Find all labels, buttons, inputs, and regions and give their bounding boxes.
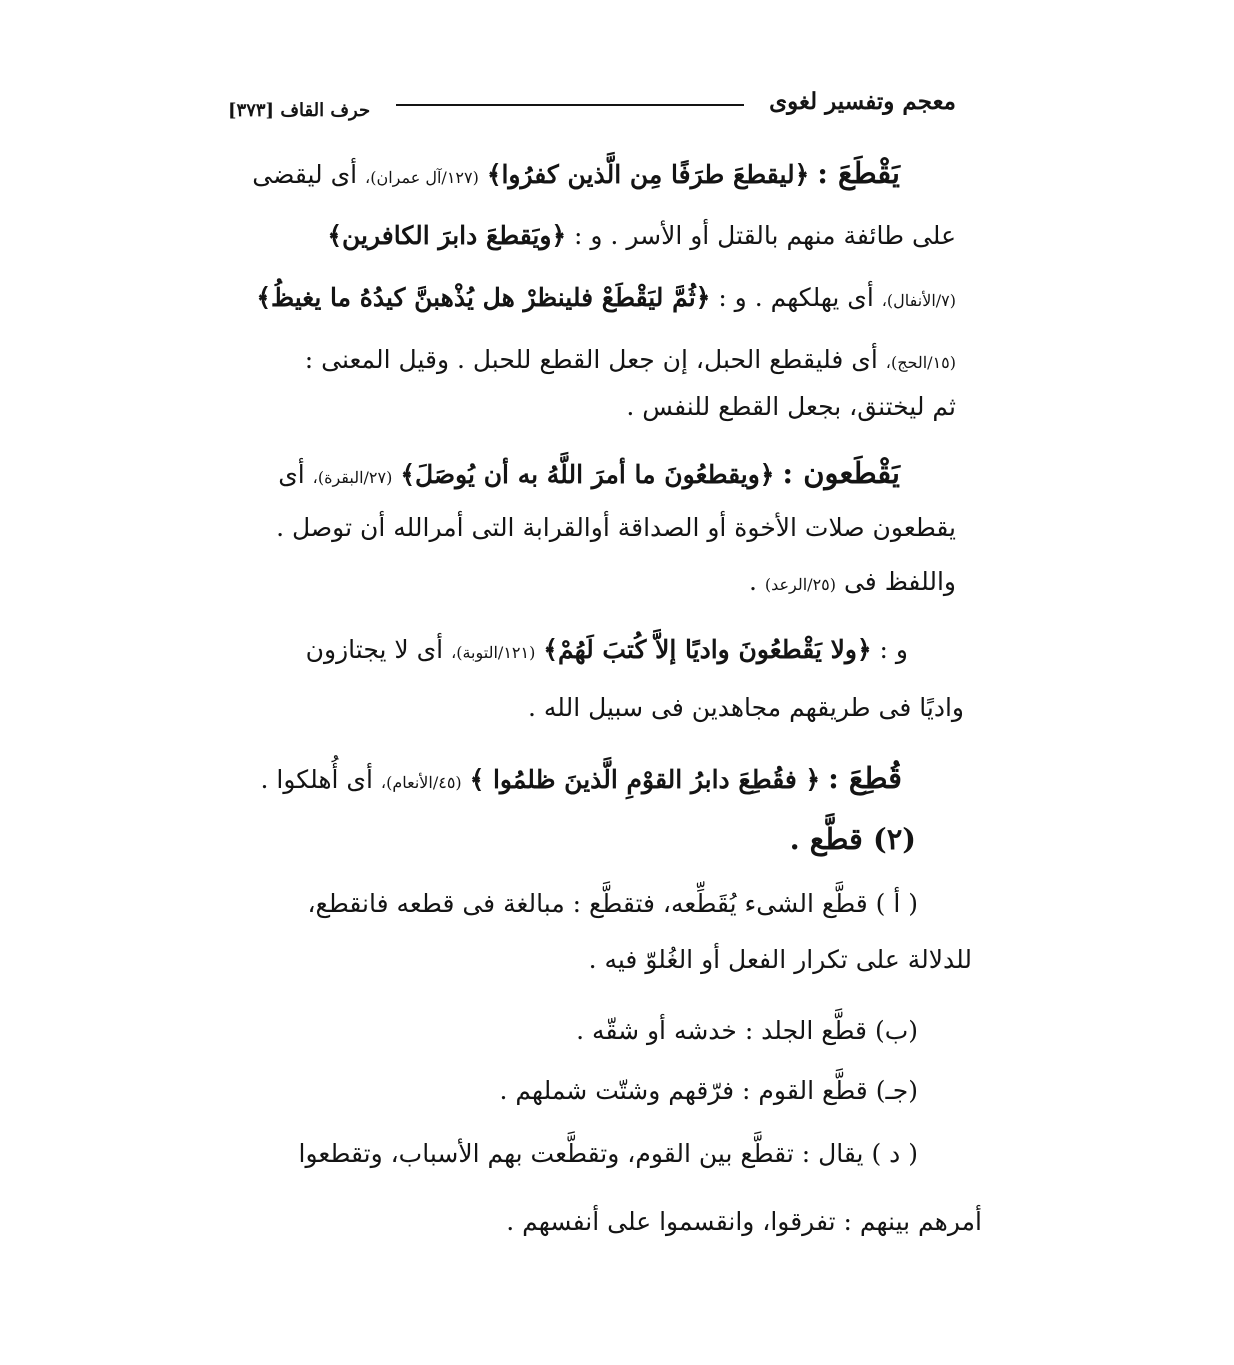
entry-line <box>749 564 956 603</box>
item-marker: (جـ) <box>875 1076 918 1105</box>
quran-verse: ﴿ويَقطعَ دابرَ الكافرين﴾ <box>327 221 567 250</box>
entry-line <box>299 1136 918 1172</box>
entry-text: للدلالة على تكرار الفعل أو الغُلوّ فيه . <box>588 945 972 974</box>
entry-line <box>307 886 918 922</box>
entry-line <box>506 1204 982 1240</box>
entry-text-tail: أى لا يجتازون <box>305 635 444 664</box>
header-rule <box>396 104 744 106</box>
quran-verse: ﴿ويقطعُونَ ما أمرَ اللَّهُ به أن يُوصَلَ﴾ <box>400 460 775 489</box>
entry-text: و : <box>879 635 908 664</box>
entry-text: قطَّع الشىء يُقَطِّعه، فتقطَّع : مبالغة فى قطعه فانقطع، <box>307 889 868 918</box>
headword: يَقْطَعون : <box>782 456 900 490</box>
headword: يَقْطَعَ : <box>817 156 900 190</box>
entry-text: يقطعون صلات الأخوة أو الصداقة أوالقرابة التى أمرالله أن توصل . <box>276 513 956 542</box>
entry-line <box>261 760 902 801</box>
entry-line <box>306 632 908 671</box>
entry-text: أى فليقطع الحبل، إن جعل القطع للحبل . وقيل المعنى : <box>304 345 878 374</box>
verse-reference: (٢٥/الرعد) <box>764 575 837 594</box>
entry-text: يقال : تقطَّع بين القوم، وتقطَّعت بهم الأسباب، وتقطعوا <box>298 1139 864 1168</box>
entry-text-tail: . <box>748 567 757 596</box>
quran-verse: ﴿ولا يَقْطعُونَ واديًا إلاَّ كُتبَ لَهُمْ﴾ <box>543 635 872 664</box>
entry-text: واللفظ فى <box>843 567 956 596</box>
verse-reference: (٢٧/البقرة)، <box>312 468 393 487</box>
entry-line <box>276 510 956 546</box>
entry-text: أى يهلكهم . و : <box>718 283 874 312</box>
running-header-section <box>228 100 370 121</box>
quran-verse: ﴿ فقُطِعَ دابرُ القوْمِ الَّذينَ ظلمُوا ﴾ <box>469 765 821 794</box>
running-header-title: معجم وتفسير لغوى <box>769 88 956 115</box>
entry-line <box>528 690 964 726</box>
item-marker: ( د ) <box>871 1139 918 1168</box>
entry-text: أى ليقضى <box>252 160 358 189</box>
entry-text: أى أُهلكوا . <box>260 765 373 794</box>
verse-reference: (١٥/الحج)، <box>885 353 956 372</box>
headword: قُطِعَ : <box>828 761 902 795</box>
quran-verse: ﴿ثُمَّ ليَقْطَعْ فلينظرْ هل يُذْهبنَّ كيدُهُ ما يغيظُ﴾ <box>256 283 711 312</box>
entry-line <box>790 821 916 859</box>
verse-reference: (٤٥/الأنعام)، <box>380 773 462 792</box>
entry-line <box>327 218 956 254</box>
entry-line <box>500 1073 918 1109</box>
item-marker: ( أ ) <box>875 889 918 918</box>
entry-text: واديًا فى طريقهم مجاهدين فى سبيل الله . <box>528 693 964 722</box>
entry-text: أمرهم بينهم : تفرقوا، وانقسموا على أنفسهم . <box>506 1207 982 1236</box>
entry-line <box>256 280 956 319</box>
entry-line <box>576 1013 918 1049</box>
subheading: (٢) قطَّع . <box>789 822 916 856</box>
entry-text: ثم ليختنق، بجعل القطع للنفس . <box>626 392 956 421</box>
entry-text: قطَّع الجلد : خدشه أو شقّه . <box>576 1016 867 1045</box>
item-marker: (ب) <box>874 1016 918 1045</box>
entry-line <box>305 342 956 381</box>
section-name: حرف القاف <box>280 100 371 121</box>
verse-reference: (٧/الأنفال)، <box>881 291 956 310</box>
entry-text: قطَّع القوم : فرّقهم وشتّت شملهم . <box>499 1076 868 1105</box>
entry-line <box>278 455 900 496</box>
entry-text: على طائفة منهم بالقتل أو الأسر . و : <box>574 221 956 250</box>
entry-line <box>589 942 972 978</box>
verse-reference: (١٢٧/آل عمران)، <box>365 168 479 187</box>
page-number: [٣٧٣] <box>228 100 275 121</box>
verse-reference: (١٢١/التوبة)، <box>451 643 536 662</box>
quran-verse: ﴿ليقطعَ طرَفًا مِن الَّذين كفرُوا﴾ <box>486 160 810 189</box>
entry-line <box>626 389 956 425</box>
entry-text: أى <box>278 460 305 489</box>
entry-line <box>252 155 900 196</box>
